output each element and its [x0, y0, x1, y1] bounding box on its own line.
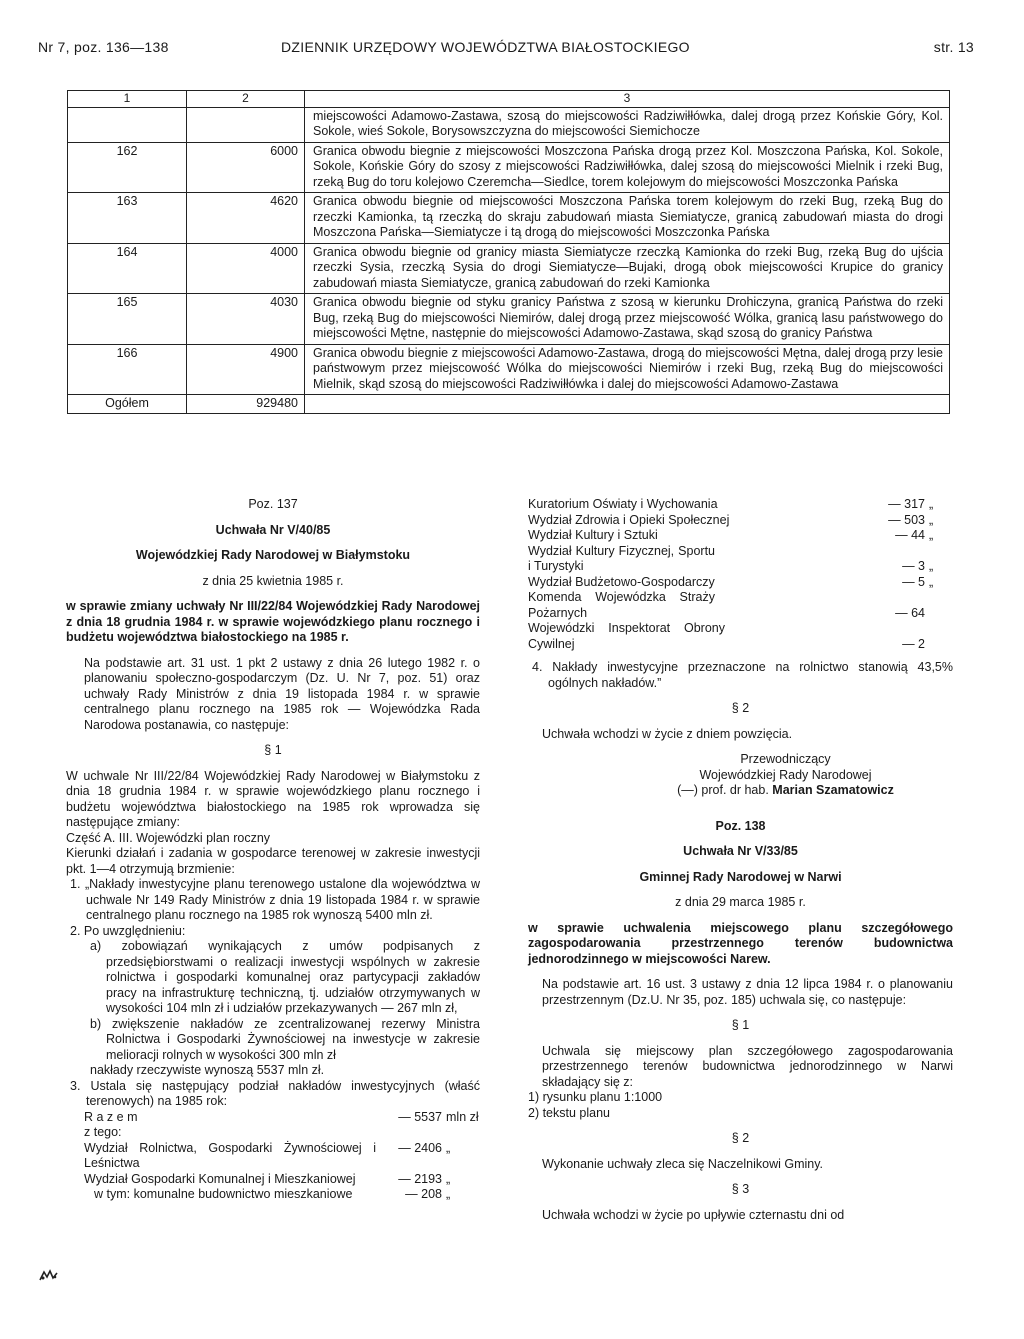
ditto-placeholder — [925, 621, 953, 652]
col-header-3: 3 — [305, 91, 950, 108]
signature-person: Marian Szamatowicz — [772, 783, 894, 797]
allocation-label: Wojewódzki Inspektorat Obrony Cywilnej — [528, 621, 725, 651]
total-label: Ogółem — [68, 395, 187, 414]
act-issuer: Gminnej Rady Narodowej w Narwi — [639, 869, 842, 884]
act-position: Poz. 137 — [248, 497, 298, 511]
header-page-number: str. 13 — [933, 39, 974, 55]
row-description: Granica obwodu biegnie od styku granicy Państwa z szosą w kierunku Drohiczyna, granicą Państwa do rzeki Bug, rzeką Bug do miejscowości Niemirów, dalej drogą przez miejscowość Wólka, granicą lasu państwowego do miejscowości Mętne, następnie do miejscowości Adamowo-Zastawa, skąd szosą do granicy Państwa — [305, 294, 950, 345]
row-area: 4000 — [187, 243, 305, 294]
allocation-row — [66, 1110, 480, 1126]
allocation-value: — 317 — [888, 497, 925, 511]
allocation-value: — 208 — [405, 1187, 442, 1201]
col-header-2: 2 — [187, 91, 305, 108]
ditto-placeholder — [925, 590, 953, 621]
row-number — [68, 107, 187, 142]
list-item: nakłady rzeczywiste wynoszą 5537 mln zł. — [90, 1063, 325, 1077]
paragraph-text: Uchwala się miejscowy plan szczegółowego zagospodarowania przestrzennego terenów budownictwa jednorodzinnego w Narwi składający się z: — [542, 1043, 953, 1089]
row-description: miejscowości Adamowo-Zastawa, szosą do miejscowości Radziwiłłówka, dalej drogą przez Końskie Góry, Kol. Sokole, wieś Sokole, Borysowszczyzna do miejscowości Siemichocze — [305, 107, 950, 142]
paragraph-sign: § 1 — [264, 743, 282, 757]
left-column — [66, 497, 480, 1203]
row-description: Granica obwodu biegnie od granicy miasta Siemiatycze rzeczką Kamionka do rzeki Bug, rzeką Bug do ujścia rzeczki Sysia, rzeczką Sysia do drogi Siemiatycze—Bujaki, drogą obok miejscowości Krupice do granicy zabudowań miasta Siemiatycze, granicą zabudowań do rzeki Kamionka — [305, 243, 950, 294]
allocation-label: Wydział Budżetowo-Gospodarczy — [528, 574, 715, 589]
allocation-label: Wydział Zdrowia i Opieki Społecznej — [528, 512, 730, 527]
table-row — [68, 107, 950, 142]
allocation-label: Komenda Wojewódzka Straży Pożarnych — [528, 590, 715, 620]
allocation-label: Kuratorium Oświaty i Wychowania — [528, 497, 718, 511]
table-row — [68, 243, 950, 294]
table-row — [68, 142, 950, 193]
list-item: 1) rysunku planu 1:1000 — [528, 1090, 663, 1104]
row-number: 163 — [68, 193, 187, 244]
allocation-row — [66, 1172, 480, 1188]
list-item: a) zobowiązań wynikających z umów podpisanych z przedsiębiorstwami o realizacji inwestycji wspólnych w zakresie rolnictwa i gospodarki komunalnej oraz partycypacji zakładów pracy na infrastrukturę techniczną, tj. udziałów otrzymywanych w wysokości 104 mln zł i udziałów przekazywanych — 267 mln zł, — [90, 939, 480, 1015]
row-description: Granica obwodu biegnie z miejscowości Adamowo-Zastawa, drogą do miejscowości Mętna, dalej drogą przy lesie państwowym przez miejscowość Wólka do miejscowości Niemirów i rzeki Bug, rzeką Bug do miejscowości Mielnik, skąd szosą do miejscowości Radziwiłłówka i dalej do miejscowości Adamowo-Zastawa — [305, 344, 950, 395]
row-number: 162 — [68, 142, 187, 193]
ditto-mark: „ — [446, 1171, 451, 1186]
ditto-mark: „ — [929, 497, 934, 511]
allocation-value: — 5 — [902, 574, 925, 589]
paragraph-sign: § 2 — [731, 701, 750, 715]
allocation-value: — 3 — [902, 559, 925, 573]
plan-part: Część A. III. Wojewódzki plan roczny — [66, 830, 271, 845]
allocation-label: R a z e m — [84, 1109, 138, 1124]
table-header-row — [68, 91, 950, 108]
paragraph-text: W uchwale Nr III/22/84 Wojewódzkiej Rady Narodowej w Białymstoku z dnia 18 grudnia 1984 r. w sprawie wojewódzkiego planu rocznego i budżetu województwa białostockiego na 1985 rok wprowadza się następujące zmiany: — [66, 768, 480, 829]
paragraph-text: Kierunki działań i zadania w gospodarce terenowej w zakresie inwestycji pkt. 1—4 otrzymują brzmienie: — [66, 846, 480, 876]
right-column — [528, 497, 953, 1223]
library-stamp-icon — [38, 1268, 60, 1282]
ditto-mark: „ — [929, 528, 934, 542]
signature-name — [528, 783, 953, 799]
col-header-1: 1 — [68, 91, 187, 108]
ditto-mark: „ — [929, 559, 934, 573]
ditto-mark: „ — [929, 574, 934, 589]
signature-title: Przewodniczący — [740, 752, 831, 766]
allocation-row — [528, 544, 953, 575]
table-total-row — [68, 395, 950, 414]
table-row — [68, 294, 950, 345]
allocation-value: — 2193 — [398, 1171, 442, 1186]
paragraph-text: Uchwała wchodzi w życie z dniem powzięcia. — [542, 726, 793, 741]
signature-prefix: (—) prof. dr hab. — [677, 783, 769, 797]
act-subject: w sprawie zmiany uchwały Nr III/22/84 Wojewódzkiej Rady Narodowej z dnia 18 grudnia 1984 r. w sprawie wojewódzkiego planu rocznego i budżetu województwa białostockiego na 1985 r. — [66, 599, 480, 644]
row-number: 166 — [68, 344, 187, 395]
list-item: 3. Ustala się następujący podział nakładów inwestycyjnych (właść terenowych) na 1985 rok: — [70, 1078, 480, 1108]
table-row — [68, 193, 950, 244]
allocation-label: w tym: komunalne budownictwo mieszkaniowe — [94, 1187, 353, 1201]
districts-table — [67, 90, 950, 414]
row-description: Granica obwodu biegnie od miejscowości Moszczona Pańska torem kolejowym do rzeki Bug, rzeką Bug do rzeczki Kamionka, tą rzeczką do skraju zabudowań miasta Siemiatycze, granicą zabudowań miasta do drogi Moszczona Pańska—Siemiatycze i tą drogą do miejscowości Moszczonka Pańska — [305, 193, 950, 244]
allocation-unit: mln zł — [446, 1109, 479, 1124]
allocation-label: Wydział Rolnictwa, Gospodarki Żywnościowej i Leśnictwa — [84, 1140, 376, 1170]
allocation-row — [528, 497, 953, 513]
ditto-mark: „ — [446, 1140, 451, 1155]
allocation-row — [66, 1141, 480, 1172]
act-issuer: Wojewódzkiej Rady Narodowej w Białymstoku — [135, 548, 411, 562]
row-area: 6000 — [187, 142, 305, 193]
table-row — [68, 344, 950, 395]
allocation-label: Wydział Gospodarki Komunalnej i Mieszkaniowej — [84, 1171, 356, 1186]
row-description: Granica obwodu biegnie z miejscowości Moszczona Pańska drogą przez Kol. Moszczona Pańska, Kol. Sokole, Sokole, Końskie Góry do szosy z miejscowości Radziwiłłówka, dalej szosą do miejscowości Mielnik i rzeki Bug, rzeką Bug do toru kolejowo Czeremcha—Siedlce, torem kolejowym do miejscowości Moszczonka Pańska — [305, 142, 950, 193]
act-date: z dnia 29 marca 1985 r. — [675, 895, 806, 909]
list-item: 4. Nakłady inwestycyjne przeznaczone na rolnictwo stanowią 43,5% ogólnych nakładów.” — [532, 660, 953, 690]
allocation-value: — 2406 — [398, 1140, 442, 1155]
row-area: 4620 — [187, 193, 305, 244]
allocation-intro: z tego: — [84, 1125, 122, 1139]
allocation-row — [528, 621, 953, 652]
act-subject: w sprawie uchwalenia miejscowego planu szczegółowego zagospodarowania przestrzennego terenów budownictwa jednorodzinnego w miejscowości Narew. — [528, 920, 953, 966]
list-item: 2. Po uwzględnieniu: — [70, 923, 186, 938]
paragraph-text: Uchwała wchodzi w życie po upływie czternastu dni od — [542, 1207, 845, 1222]
allocation-value: — 44 — [895, 528, 925, 542]
act-title: Uchwała Nr V/40/85 — [215, 522, 331, 537]
allocation-label: Wydział Kultury i Sztuki — [528, 528, 658, 542]
header-issue: Nr 7, poz. 136—138 — [38, 39, 169, 55]
list-item: 2) tekstu planu — [528, 1105, 610, 1120]
row-area: 4900 — [187, 344, 305, 395]
page-header — [38, 40, 974, 58]
act-date: z dnia 25 kwietnia 1985 r. — [202, 573, 344, 588]
row-area: 4030 — [187, 294, 305, 345]
allocation-label: Wydział Kultury Fizycznej, Sportu i Turystyki — [528, 543, 715, 573]
list-item: b) zwiększenie nakładów ze zcentralizowanej rezerwy Ministra Rolnictwa i Gospodarki Żywnościowej na inwestycje w zakresie melioracji rolnych w wysokości 300 mln zł — [90, 1016, 480, 1062]
ditto-mark: „ — [446, 1187, 451, 1201]
allocation-value: — 5537 — [398, 1109, 442, 1124]
header-journal-title: DZIENNIK URZĘDOWY WOJEWÓDZTWA BIAŁOSTOCKIEGO — [281, 39, 690, 55]
act-title: Uchwała Nr V/33/85 — [683, 844, 798, 858]
total-area: 929480 — [187, 395, 305, 414]
row-area — [187, 107, 305, 142]
allocation-row — [528, 528, 953, 544]
allocation-row — [528, 590, 953, 621]
total-description — [305, 395, 950, 414]
allocation-value: — 503 — [888, 512, 925, 527]
allocation-row — [528, 513, 953, 529]
paragraph-sign: § 1 — [731, 1018, 750, 1032]
row-number: 164 — [68, 243, 187, 294]
paragraph-text: Wykonanie uchwały zleca się Naczelnikowi Gminy. — [542, 1156, 824, 1171]
allocation-row — [528, 575, 953, 591]
act-preamble: Na podstawie art. 16 ust. 3 ustawy z dnia 12 lipca 1984 r. o planowaniu przestrzennym (Dz.U. Nr 35, poz. 185) uchwala się, co następuje: — [542, 977, 953, 1007]
allocation-value: — 64 — [895, 605, 925, 620]
ditto-mark: „ — [929, 512, 934, 527]
row-number: 165 — [68, 294, 187, 345]
signature-body: Wojewódzkiej Rady Narodowej — [699, 767, 872, 782]
act-preamble: Na podstawie art. 31 ust. 1 pkt 2 ustawy z dnia 26 lutego 1982 r. o planowaniu społeczno-gospodarczym (Dz. U. Nr 7, poz. 51) oraz uchwały Rady Ministrów z dnia 19 listopada 1984 r. w sprawie centralnego planu rocznego na 1985 rok — Wojewódzka Rada Narodowa postanawia, co następuje: — [84, 655, 480, 732]
list-item: 1. „Nakłady inwestycyjne planu terenowego ustalone dla województwa w uchwale Nr 149 Rady Ministrów z dnia 19 listopada 1984 r. w sprawie centralnego planu rocznego na 1985 rok wynoszą 5400 mln zł. — [70, 877, 480, 922]
allocation-row — [66, 1187, 480, 1203]
paragraph-sign: § 2 — [731, 1131, 750, 1145]
allocation-value: — 2 — [902, 636, 925, 651]
act-position: Poz. 138 — [715, 818, 766, 833]
paragraph-sign: § 3 — [731, 1182, 750, 1196]
